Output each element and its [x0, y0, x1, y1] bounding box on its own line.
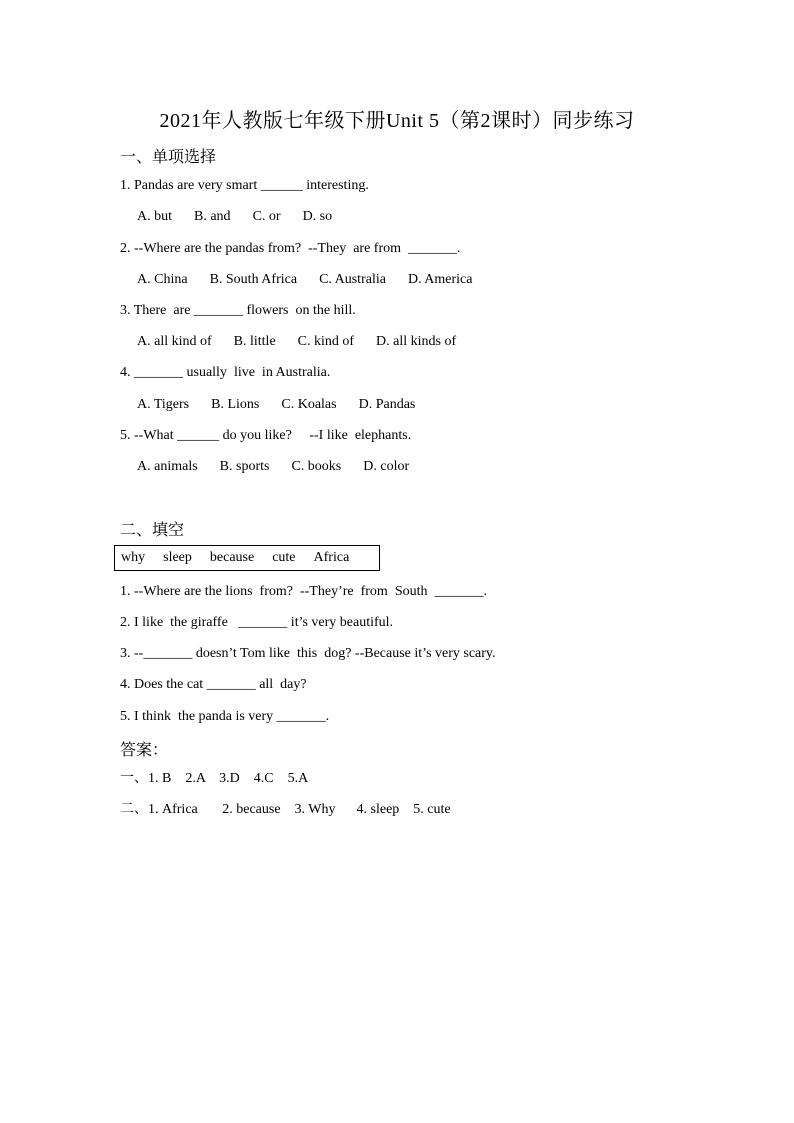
- mc-options-5: [137, 458, 431, 476]
- option: B. South Africa: [209, 272, 298, 287]
- fill-question-4: 4. Does the cat _______ all day?: [120, 677, 307, 692]
- word-bank-item: Africa: [313, 550, 350, 565]
- mc-question-5: 5. --What ______ do you like? --I like elephants.: [120, 428, 412, 443]
- option: A. all kind of: [137, 334, 212, 349]
- fill-question-5: 5. I think the panda is very _______.: [120, 709, 330, 724]
- option: D. all kinds of: [376, 334, 457, 349]
- word-bank-item: because: [209, 550, 255, 565]
- mc-question-3: 3. There are _______ flowers on the hill.: [120, 303, 356, 318]
- option: D. Pandas: [358, 397, 416, 412]
- mc-options-2: [137, 271, 494, 289]
- option: C. kind of: [297, 334, 355, 349]
- answers-line-2: 二、1. Africa 2. because 3. Why 4. sleep 5. cute: [120, 802, 451, 817]
- mc-question-2: 2. --Where are the pandas from? --They are from _______.: [120, 241, 461, 256]
- option: A. animals: [137, 459, 198, 474]
- word-bank-item: why: [121, 550, 146, 565]
- option: D. color: [363, 459, 410, 474]
- word-bank-item: sleep: [163, 550, 192, 565]
- mc-options-4: [137, 396, 437, 414]
- option: A. Tigers: [137, 397, 190, 412]
- mc-question-1: 1. Pandas are very smart ______ interesting.: [120, 178, 369, 193]
- option: A. but: [137, 209, 172, 224]
- option: D. so: [302, 209, 333, 224]
- word-bank: [114, 545, 380, 571]
- option: C. or: [252, 209, 281, 224]
- mc-options-3: [137, 333, 478, 351]
- option: C. Australia: [319, 272, 386, 287]
- option: B. Lions: [211, 397, 260, 412]
- answers-heading: 答案：: [120, 742, 169, 759]
- fill-question-3: 3. --_______ doesn’t Tom like this dog? --Because it’s very scary.: [120, 646, 496, 661]
- option: D. America: [407, 272, 473, 287]
- option: C. books: [291, 459, 342, 474]
- word-bank-item: cute: [272, 550, 296, 565]
- option: A. China: [137, 272, 188, 287]
- option: B. sports: [219, 459, 270, 474]
- section-1-heading: 一、单项选择: [120, 149, 217, 166]
- option: C. Koalas: [281, 397, 337, 412]
- mc-question-4: 4. _______ usually live in Australia.: [120, 365, 331, 380]
- fill-question-1: 1. --Where are the lions from? --They’re from South _______.: [120, 584, 487, 599]
- fill-question-2: 2. I like the giraffe _______ it’s very beautiful.: [120, 615, 394, 630]
- page-title: 2021年人教版七年级下册Unit 5（第2课时）同步练习: [159, 110, 635, 132]
- answers-line-1: 一、1. B 2.A 3.D 4.C 5.A: [120, 771, 309, 786]
- option: B. little: [233, 334, 276, 349]
- option: B. and: [194, 209, 231, 224]
- section-2-heading: 二、填空: [120, 522, 185, 539]
- mc-options-1: [137, 208, 354, 226]
